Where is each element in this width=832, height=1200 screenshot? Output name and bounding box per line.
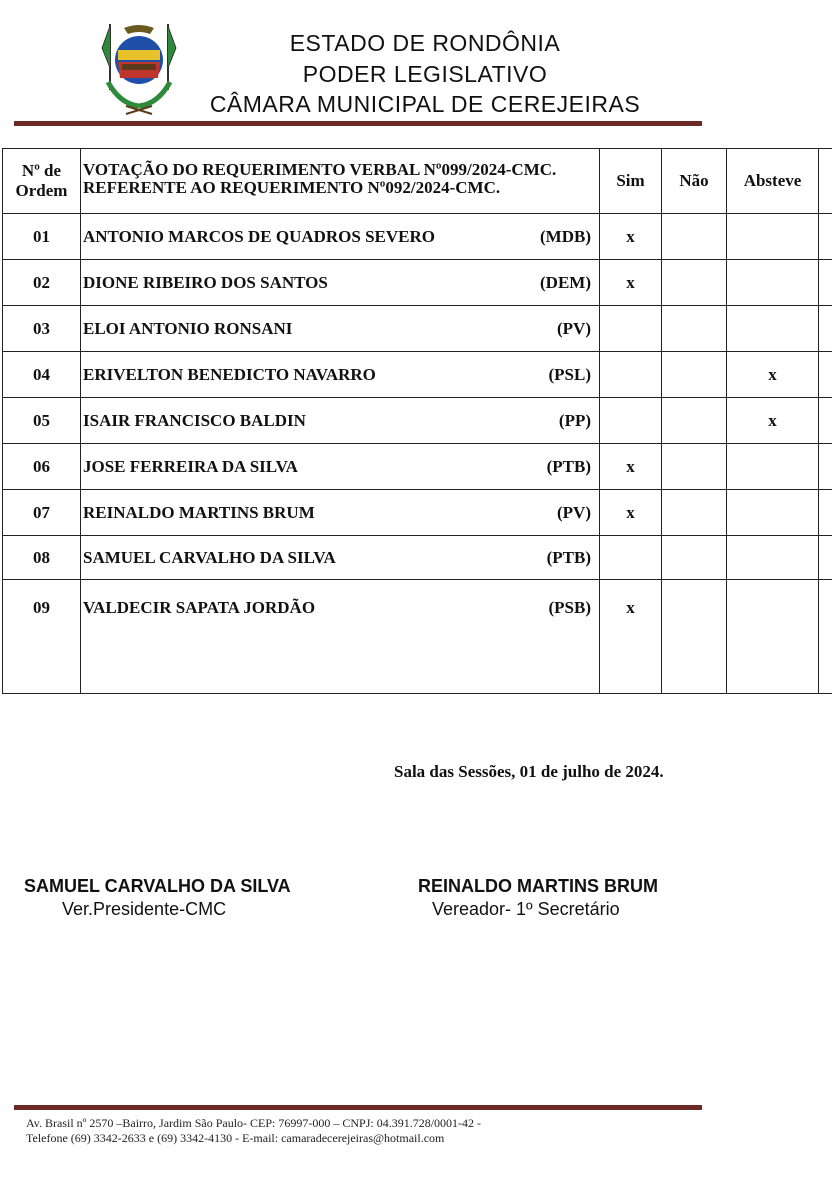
councilor-name: ELOI ANTONIO RONSANI	[83, 318, 293, 338]
row-ordem: 03	[3, 306, 81, 352]
footer-contact: Telefone (69) 3342-2633 e (69) 3342-4130 - E-mail: camaradecerejeiras@hotmail.com	[26, 1131, 445, 1145]
header-legislative: PODER LEGISLATIVO	[302, 61, 548, 87]
voting-table	[2, 148, 832, 694]
table-row	[3, 490, 832, 536]
vote-absteve	[727, 260, 819, 306]
row-ordem: 04	[3, 352, 81, 398]
party-label: (DEM)	[540, 272, 591, 292]
vote-nao	[662, 214, 727, 260]
vote-nao	[662, 444, 727, 490]
row-name-cell	[81, 398, 600, 444]
vote-nao	[662, 352, 727, 398]
column-header-extra	[819, 149, 832, 214]
row-ordem: 01	[3, 214, 81, 260]
councilor-name: DIONE RIBEIRO DOS SANTOS	[83, 272, 328, 292]
councilor-name: ERIVELTON BENEDICTO NAVARRO	[83, 364, 376, 384]
row-name-cell	[81, 352, 600, 398]
vote-absteve: x	[727, 398, 819, 444]
signature-president-role: Ver.Presidente-CMC	[62, 899, 227, 919]
extra-cell	[819, 306, 832, 352]
header-divider	[14, 121, 702, 126]
vote-nao	[662, 260, 727, 306]
party-label: (PTB)	[546, 456, 591, 476]
signature-secretary-name: REINALDO MARTINS BRUM	[418, 876, 658, 896]
extra-cell	[819, 398, 832, 444]
row-name-cell	[81, 444, 600, 490]
vote-sim: x	[600, 260, 662, 306]
footer-address: Av. Brasil nº 2570 –Bairro, Jardim São Paulo- CEP: 76997-000 – CNPJ: 04.391.728/0001-42 -	[26, 1116, 482, 1130]
vote-absteve	[727, 214, 819, 260]
extra-cell	[819, 260, 832, 306]
councilor-name: SAMUEL CARVALHO DA SILVA	[83, 547, 336, 567]
column-header-sim: Sim	[600, 149, 662, 214]
vote-absteve: x	[727, 352, 819, 398]
party-label: (MDB)	[540, 226, 591, 246]
extra-cell	[819, 580, 832, 694]
vote-absteve	[727, 444, 819, 490]
extra-cell	[819, 214, 832, 260]
extra-cell	[819, 490, 832, 536]
table-title-line1: VOTAÇÃO DO REQUERIMENTO VERBAL Nº099/2024-CMC.	[83, 160, 557, 179]
table-row	[3, 214, 832, 260]
table-row	[3, 260, 832, 306]
vote-sim: x	[600, 580, 662, 694]
signature-secretary-role: Vereador- 1º Secretário	[432, 899, 620, 919]
vote-nao	[662, 398, 727, 444]
vote-sim	[600, 306, 662, 352]
party-label: (PSL)	[548, 364, 591, 384]
row-name-cell	[81, 214, 600, 260]
column-header-ordem: Nº de Ordem	[3, 149, 81, 214]
vote-nao	[662, 536, 727, 580]
table-row	[3, 398, 832, 444]
table-row	[3, 580, 832, 694]
vote-nao	[662, 306, 727, 352]
vote-nao	[662, 490, 727, 536]
column-header-absteve: Absteve	[727, 149, 819, 214]
table-row	[3, 306, 832, 352]
vote-absteve	[727, 536, 819, 580]
vote-absteve	[727, 490, 819, 536]
councilor-name: ISAIR FRANCISCO BALDIN	[83, 410, 306, 430]
signature-president-name: SAMUEL CARVALHO DA SILVA	[24, 876, 291, 896]
table-title-line2: REFERENTE AO REQUERIMENTO Nº092/2024-CMC.	[83, 178, 501, 197]
party-label: (PV)	[557, 318, 591, 338]
extra-cell	[819, 352, 832, 398]
party-label: (PSB)	[548, 598, 591, 617]
row-ordem: 08	[3, 536, 81, 580]
vote-absteve	[727, 306, 819, 352]
row-name-cell	[81, 260, 600, 306]
vote-sim	[600, 398, 662, 444]
header-chamber: CÂMARA MUNICIPAL DE CEREJEIRAS	[209, 91, 641, 117]
row-ordem: 02	[3, 260, 81, 306]
row-name-cell	[81, 580, 600, 694]
extra-cell	[819, 444, 832, 490]
row-name-cell	[81, 536, 600, 580]
extra-cell	[819, 536, 832, 580]
row-name-cell	[81, 490, 600, 536]
councilor-name: JOSE FERREIRA DA SILVA	[83, 456, 298, 476]
footer-divider	[14, 1105, 702, 1110]
vote-sim: x	[600, 490, 662, 536]
party-label: (PV)	[557, 502, 591, 522]
session-date: Sala das Sessões, 01 de julho de 2024.	[394, 762, 664, 781]
vote-sim: x	[600, 444, 662, 490]
column-header-nao: Não	[662, 149, 727, 214]
table-title	[81, 149, 600, 214]
table-header-row	[3, 149, 832, 214]
party-label: (PP)	[558, 410, 591, 430]
header-state: ESTADO DE RONDÔNIA	[289, 30, 561, 56]
councilor-name: VALDECIR SAPATA JORDÃO	[83, 598, 316, 617]
vote-sim: x	[600, 214, 662, 260]
vote-nao	[662, 580, 727, 694]
table-row	[3, 444, 832, 490]
table-row	[3, 352, 832, 398]
councilor-name: ANTONIO MARCOS DE QUADROS SEVERO	[83, 226, 436, 246]
vote-sim	[600, 536, 662, 580]
vote-sim	[600, 352, 662, 398]
councilor-name: REINALDO MARTINS BRUM	[83, 502, 315, 522]
row-ordem: 09	[3, 580, 81, 694]
vote-absteve	[727, 580, 819, 694]
table-row	[3, 536, 832, 580]
row-name-cell	[81, 306, 600, 352]
party-label: (PTB)	[546, 547, 591, 567]
row-ordem: 07	[3, 490, 81, 536]
row-ordem: 06	[3, 444, 81, 490]
row-ordem: 05	[3, 398, 81, 444]
